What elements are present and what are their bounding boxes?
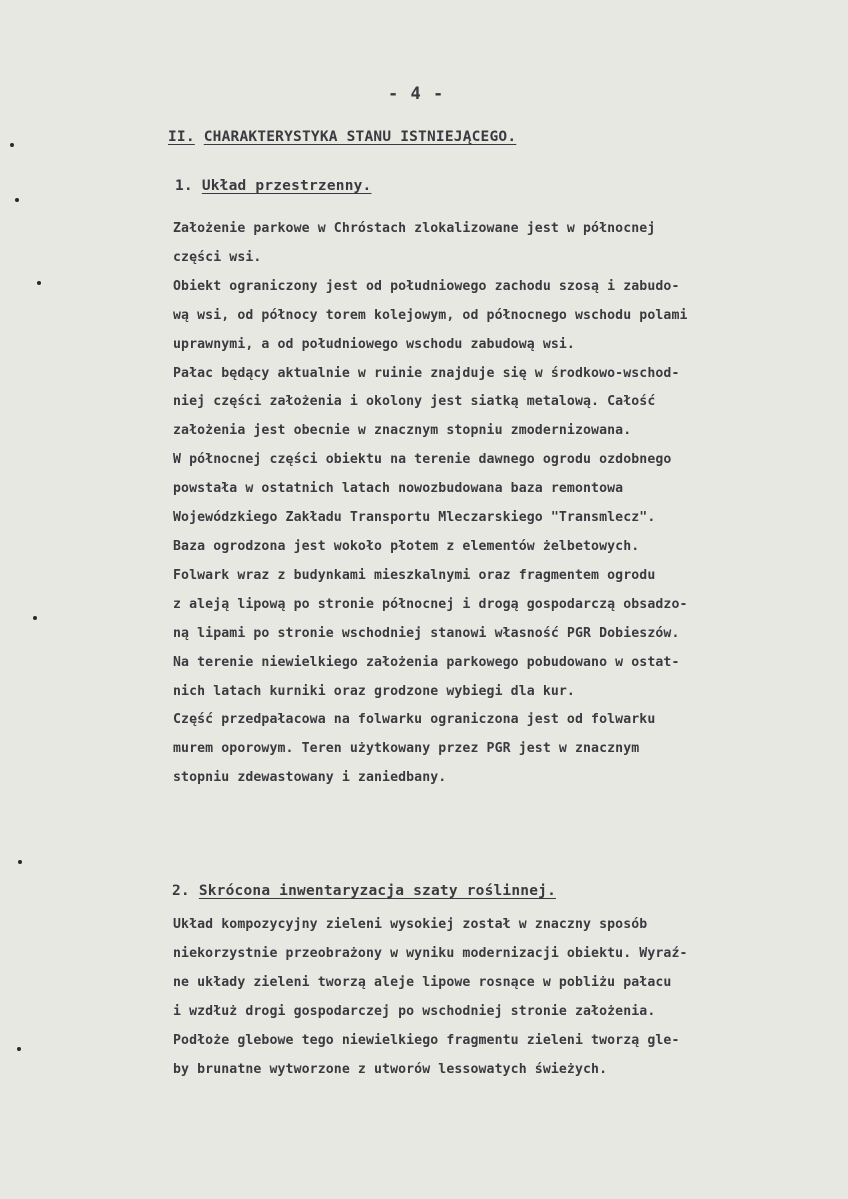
text-line: wą wsi, od północy torem kolejowym, od północnego wschodu polami (173, 307, 688, 323)
text-line: uprawnymi, a od południowego wschodu zabudową wsi. (173, 336, 575, 352)
paragraph-vegetation-inventory (173, 911, 845, 1084)
section-title: CHARAKTERYSTYKA STANU ISTNIEJĄCEGO. (203, 129, 517, 145)
subsection-heading-1 (175, 178, 371, 194)
text-line: z aleją lipową po stronie północnej i drogą gospodarczą obsadzo- (173, 596, 688, 612)
text-line: Układ kompozycyjny zieleni wysokiej został w znaczny sposób (173, 917, 648, 932)
punch-mark (33, 616, 37, 620)
text-line: Wojewódzkiego Zakładu Transportu Mleczarskiego "Transmlecz". (173, 510, 656, 526)
text-line: Obiekt ograniczony jest od południowego zachodu szosą i zabudo- (173, 278, 680, 294)
text-line: Folwark wraz z budynkami mieszkalnymi oraz fragmentem ogrodu (173, 567, 656, 583)
text-line: niekorzystnie przeobrażony w wyniku modernizacji obiektu. Wyraź- (173, 945, 688, 961)
text-line: powstała w ostatnich latach nowozbudowana baza remontowa (173, 481, 624, 497)
punch-mark (17, 1047, 21, 1051)
section-number: II. (168, 129, 195, 145)
text-line: Na terenie niewielkiego założenia parkowego pobudowano w ostat- (173, 654, 680, 670)
text-line: części wsi. (173, 249, 262, 265)
text-line: ne układy zieleni tworzą aleje lipowe rosnące w pobliżu pałacu (173, 974, 672, 990)
page-number: - 4 - (388, 84, 445, 104)
subsection-title: Skrócona inwentaryzacja szaty roślinnej. (198, 883, 557, 899)
text-line: Część przedpałacowa na folwarku ograniczona jest od folwarku (173, 712, 656, 728)
text-line: Podłoże glebowe tego niewielkiego fragmentu zieleni tworzą gle- (173, 1032, 680, 1048)
text-line: i wzdłuż drogi gospodarczej po wschodniej stronie założenia. (173, 1003, 656, 1019)
text-line: Baza ogrodzona jest wokoło płotem z elementów żelbetowych. (173, 538, 640, 554)
text-line: by brunatne wytworzone z utworów lessowatych świeżych. (173, 1061, 608, 1077)
text-line: niej części założenia i okolony jest siatką metalową. Całość (173, 394, 656, 410)
punch-mark (37, 281, 41, 285)
text-line: założenia jest obecnie w znacznym stopniu zmodernizowana. (173, 423, 632, 439)
subsection-title: Układ przestrzenny. (201, 178, 372, 194)
paragraph-spatial-layout (173, 215, 845, 793)
punch-mark (15, 198, 19, 202)
text-line: ną lipami po stronie wschodniej stanowi własność PGR Dobieszów. (173, 625, 680, 641)
subsection-heading-2 (172, 883, 556, 899)
text-line: stopniu zdewastowany i zaniedbany. (173, 770, 447, 786)
text-line: nich latach kurniki oraz grodzone wybiegi dla kur. (173, 683, 575, 699)
section-heading (168, 129, 516, 145)
text-line: Pałac będący aktualnie w ruinie znajduje się w środkowo-wschod- (173, 365, 680, 381)
punch-mark (18, 860, 22, 864)
punch-mark (10, 143, 14, 147)
subsection-number: 1. (175, 178, 193, 194)
text-line: murem oporowym. Teren użytkowany przez PGR jest w znacznym (173, 741, 640, 757)
subsection-number: 2. (172, 883, 190, 899)
text-line: Założenie parkowe w Chróstach zlokalizowane jest w północnej (173, 221, 656, 236)
text-line: W północnej części obiektu na terenie dawnego ogrodu ozdobnego (173, 452, 672, 468)
